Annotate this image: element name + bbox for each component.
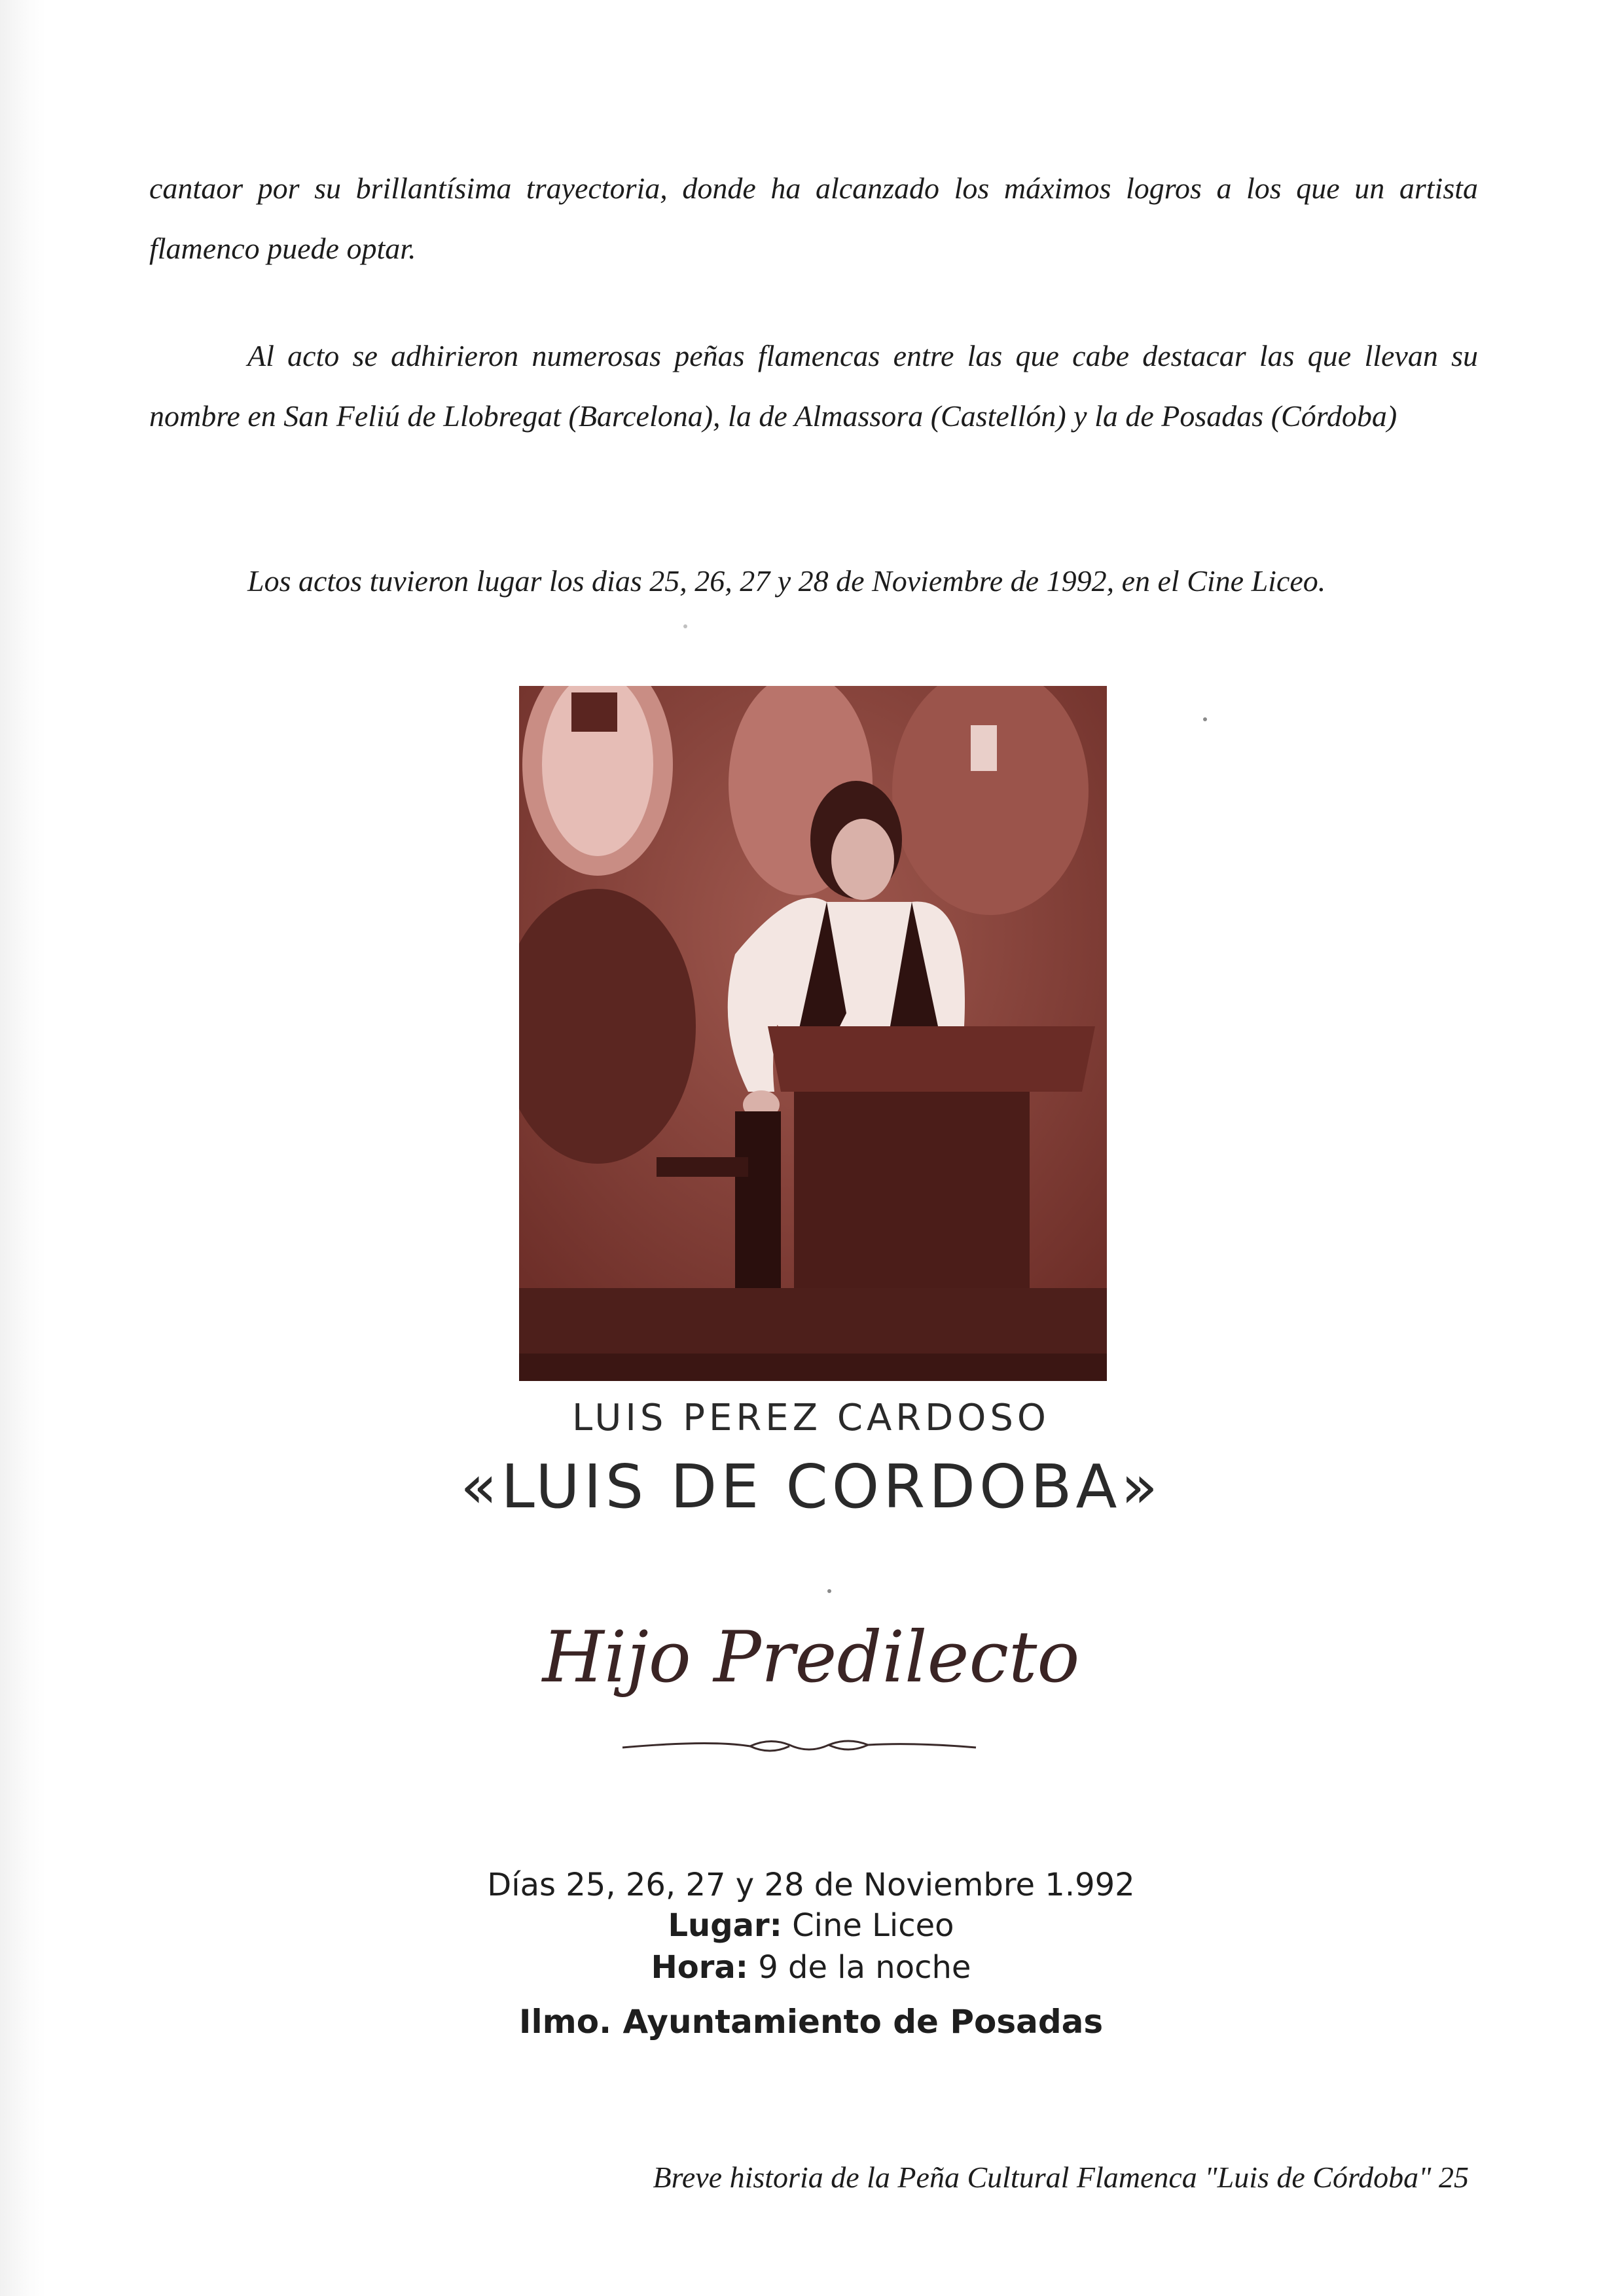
scan-speck bbox=[827, 1589, 831, 1593]
poster-place-value: Cine Liceo bbox=[792, 1907, 954, 1944]
poster-dates: Días 25, 26, 27 y 28 de Noviembre 1.992 bbox=[487, 1867, 1135, 1903]
scan-speck bbox=[1203, 717, 1207, 721]
poster-place-label: Lugar: bbox=[668, 1907, 782, 1944]
poster-person-name: LUIS PEREZ CARDOSO bbox=[571, 1397, 1050, 1439]
body-paragraph-3: Los actos tuvieron lugar los dias 25, 26, 27 y 28 de Noviembre de 1992, en el Cine Liceo. bbox=[247, 564, 1326, 598]
poster-place bbox=[0, 1907, 1622, 1944]
page-footer: Breve historia de la Peña Cultural Flamenca "Luis de Córdoba" 25 bbox=[653, 2161, 1469, 2194]
body-paragraph-2: Al acto se adhirieron numerosas peñas flamencas entre las que cabe destacar las que llevan su nombre en San Feliú de Llobregat (Barcelona), la de Almassora (Castellón) y la de Posadas (Córdoba) bbox=[149, 339, 1478, 433]
scan-speck bbox=[683, 624, 687, 628]
poster-time-value: 9 de la noche bbox=[758, 1949, 971, 1986]
poster-time bbox=[0, 1949, 1622, 1986]
poster-artistic-name: «LUIS DE CORDOBA» bbox=[460, 1452, 1162, 1522]
poster-time-label: Hora: bbox=[651, 1949, 748, 1986]
body-paragraph-1: cantaor por su brillantísima trayectoria, donde ha alcanzado los máximos logros a los que un artista flamenco puede optar. bbox=[149, 171, 1478, 265]
portrait-photo bbox=[519, 686, 1107, 1381]
poster-honor-title: Hijo Predilecto bbox=[542, 1617, 1080, 1698]
poster-organizer: Ilmo. Ayuntamiento de Posadas bbox=[518, 2003, 1104, 2041]
portrait-photo-drawing bbox=[519, 686, 1107, 1381]
ornamental-flourish bbox=[619, 1733, 979, 1759]
